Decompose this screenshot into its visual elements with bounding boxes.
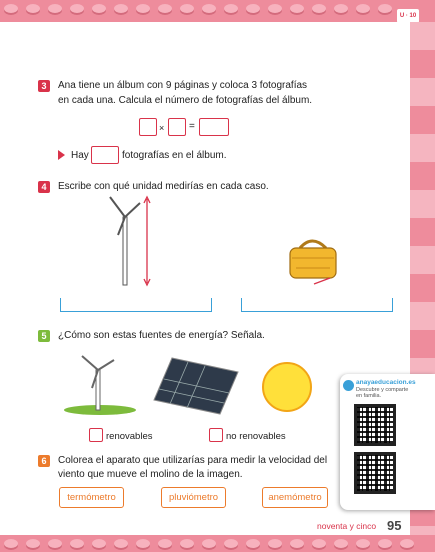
q5-text: ¿Cómo son estas fuentes de energía? Señala. <box>58 330 265 341</box>
qr-code-bottom[interactable] <box>354 452 396 494</box>
page-number-words: noventa y cinco <box>317 521 377 531</box>
wind-turbine-image <box>62 352 138 418</box>
windmill-height-image <box>100 195 170 295</box>
qr-site[interactable]: anayaeducacion.es <box>356 379 416 386</box>
q5-number: 5 <box>38 330 50 342</box>
answer-suffix: fotografías en el álbum. <box>122 150 227 161</box>
times-sign: × <box>159 123 165 133</box>
q6-number: 6 <box>38 455 50 467</box>
q3-line1: Ana tiene un álbum con 9 páginas y coloca 3 fotografías <box>58 80 308 91</box>
checkbox-renewable[interactable] <box>89 428 103 442</box>
option-anemometer[interactable]: anemómetro <box>262 487 328 508</box>
q6-line1: Colorea el aparato que utilizarías para medir la velocidad del <box>58 455 328 466</box>
answer-box[interactable] <box>91 146 119 164</box>
option-non-renewable: no renovables <box>226 431 286 442</box>
top-brick-border <box>0 0 435 22</box>
qr-code-top[interactable] <box>354 404 396 446</box>
equals-sign: = <box>189 121 195 132</box>
q3-line2: en cada una. Calcula el número de fotografías del álbum. <box>58 95 313 106</box>
q3-number: 3 <box>38 80 50 92</box>
option-thermometer[interactable]: termómetro <box>59 487 124 508</box>
q4-text: Escribe con qué unidad medirías en cada caso. <box>58 181 269 192</box>
factor-b-box[interactable] <box>168 118 186 136</box>
answer-prefix: Hay <box>71 150 89 161</box>
globe-icon <box>343 380 354 391</box>
bottom-brick-border <box>0 535 435 552</box>
qr-line1: Descubre y comparte <box>356 387 409 393</box>
answer-line-windmill[interactable] <box>60 298 212 312</box>
factor-a-box[interactable] <box>139 118 157 136</box>
sun-image <box>256 356 318 418</box>
qr-line2: en familia. <box>356 393 382 399</box>
arrow-icon <box>58 150 65 160</box>
q4-number: 4 <box>38 181 50 193</box>
product-box[interactable] <box>199 118 229 136</box>
unit-label: U · 10 <box>397 9 419 23</box>
option-rain-gauge[interactable]: pluviómetro <box>161 487 226 508</box>
q6-line2: viento que mueve el molino de la imagen. <box>58 469 243 480</box>
option-renewable: renovables <box>106 431 153 442</box>
basket-image <box>282 234 344 290</box>
qr-card[interactable] <box>340 374 435 510</box>
page-number: 95 <box>387 518 402 533</box>
solar-panel-image <box>150 356 240 418</box>
answer-line-basket[interactable] <box>241 298 393 312</box>
checkbox-non-renewable[interactable] <box>209 428 223 442</box>
